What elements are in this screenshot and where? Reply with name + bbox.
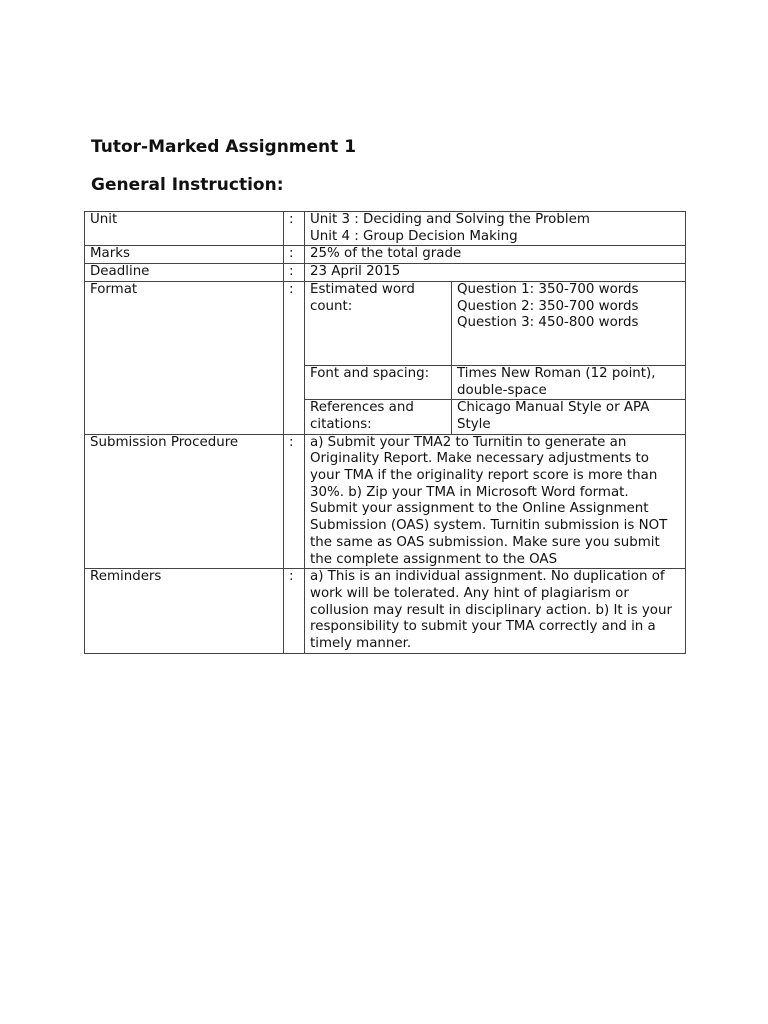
row-label-deadline: Deadline xyxy=(85,264,284,282)
row-label-format: Format xyxy=(85,281,284,434)
table-row-submission xyxy=(85,434,686,569)
table-row-unit xyxy=(85,212,686,246)
row-colon: : xyxy=(284,281,305,434)
row-value-deadline: 23 April 2015 xyxy=(305,264,686,282)
row-label-marks: Marks xyxy=(85,246,284,264)
table-row-deadline xyxy=(85,264,686,282)
format-font-value: Times New Roman (12 point), double-space xyxy=(452,365,686,399)
format-word-count-label: Estimated word count: xyxy=(305,281,452,365)
row-colon: : xyxy=(284,569,305,654)
table-row-format xyxy=(85,281,686,365)
row-colon: : xyxy=(284,212,305,246)
row-label-reminders: Reminders xyxy=(85,569,284,654)
row-colon: : xyxy=(284,264,305,282)
word-count-q2: Question 2: 350-700 words xyxy=(457,298,639,314)
row-value-marks: 25% of the total grade xyxy=(305,246,686,264)
row-label-unit: Unit xyxy=(85,212,284,246)
unit-line-1: Unit 3 : Deciding and Solving the Problem xyxy=(310,212,590,227)
row-label-submission: Submission Procedure xyxy=(85,434,284,569)
format-font-label: Font and spacing: xyxy=(305,365,452,399)
format-references-label: References and citations: xyxy=(305,400,452,434)
table-row-reminders xyxy=(85,569,686,654)
word-count-q3: Question 3: 450-800 words xyxy=(457,315,639,331)
table-row-marks xyxy=(85,246,686,264)
row-value-submission: a) Submit your TMA2 to Turnitin to generate an Originality Report. Make necessary adjustments to your TMA if the originality report score is more than 30%. b) Zip your TMA in Microsoft Word format. Submit your assignment to the Online Assignment Submission (OAS) system. Turnitin submission is NOT the same as OAS submission. Make sure you submit the complete assignment to the OAS xyxy=(305,434,686,569)
row-colon: : xyxy=(284,246,305,264)
page-title: Tutor-Marked Assignment 1 xyxy=(91,137,357,157)
format-word-count-values xyxy=(452,281,686,365)
unit-line-2: Unit 4 : Group Decision Making xyxy=(310,228,518,244)
row-value-unit xyxy=(305,212,686,246)
format-references-value: Chicago Manual Style or APA Style xyxy=(452,400,686,434)
word-count-q1: Question 1: 350-700 words xyxy=(457,281,639,297)
section-heading: General Instruction: xyxy=(91,175,284,195)
instruction-table xyxy=(84,211,686,654)
row-colon: : xyxy=(284,434,305,569)
row-value-reminders: a) This is an individual assignment. No duplication of work will be tolerated. Any hint of plagiarism or collusion may result in disciplinary action. b) It is your responsibility to submit your TMA correctly and in a timely manner. xyxy=(305,569,686,654)
